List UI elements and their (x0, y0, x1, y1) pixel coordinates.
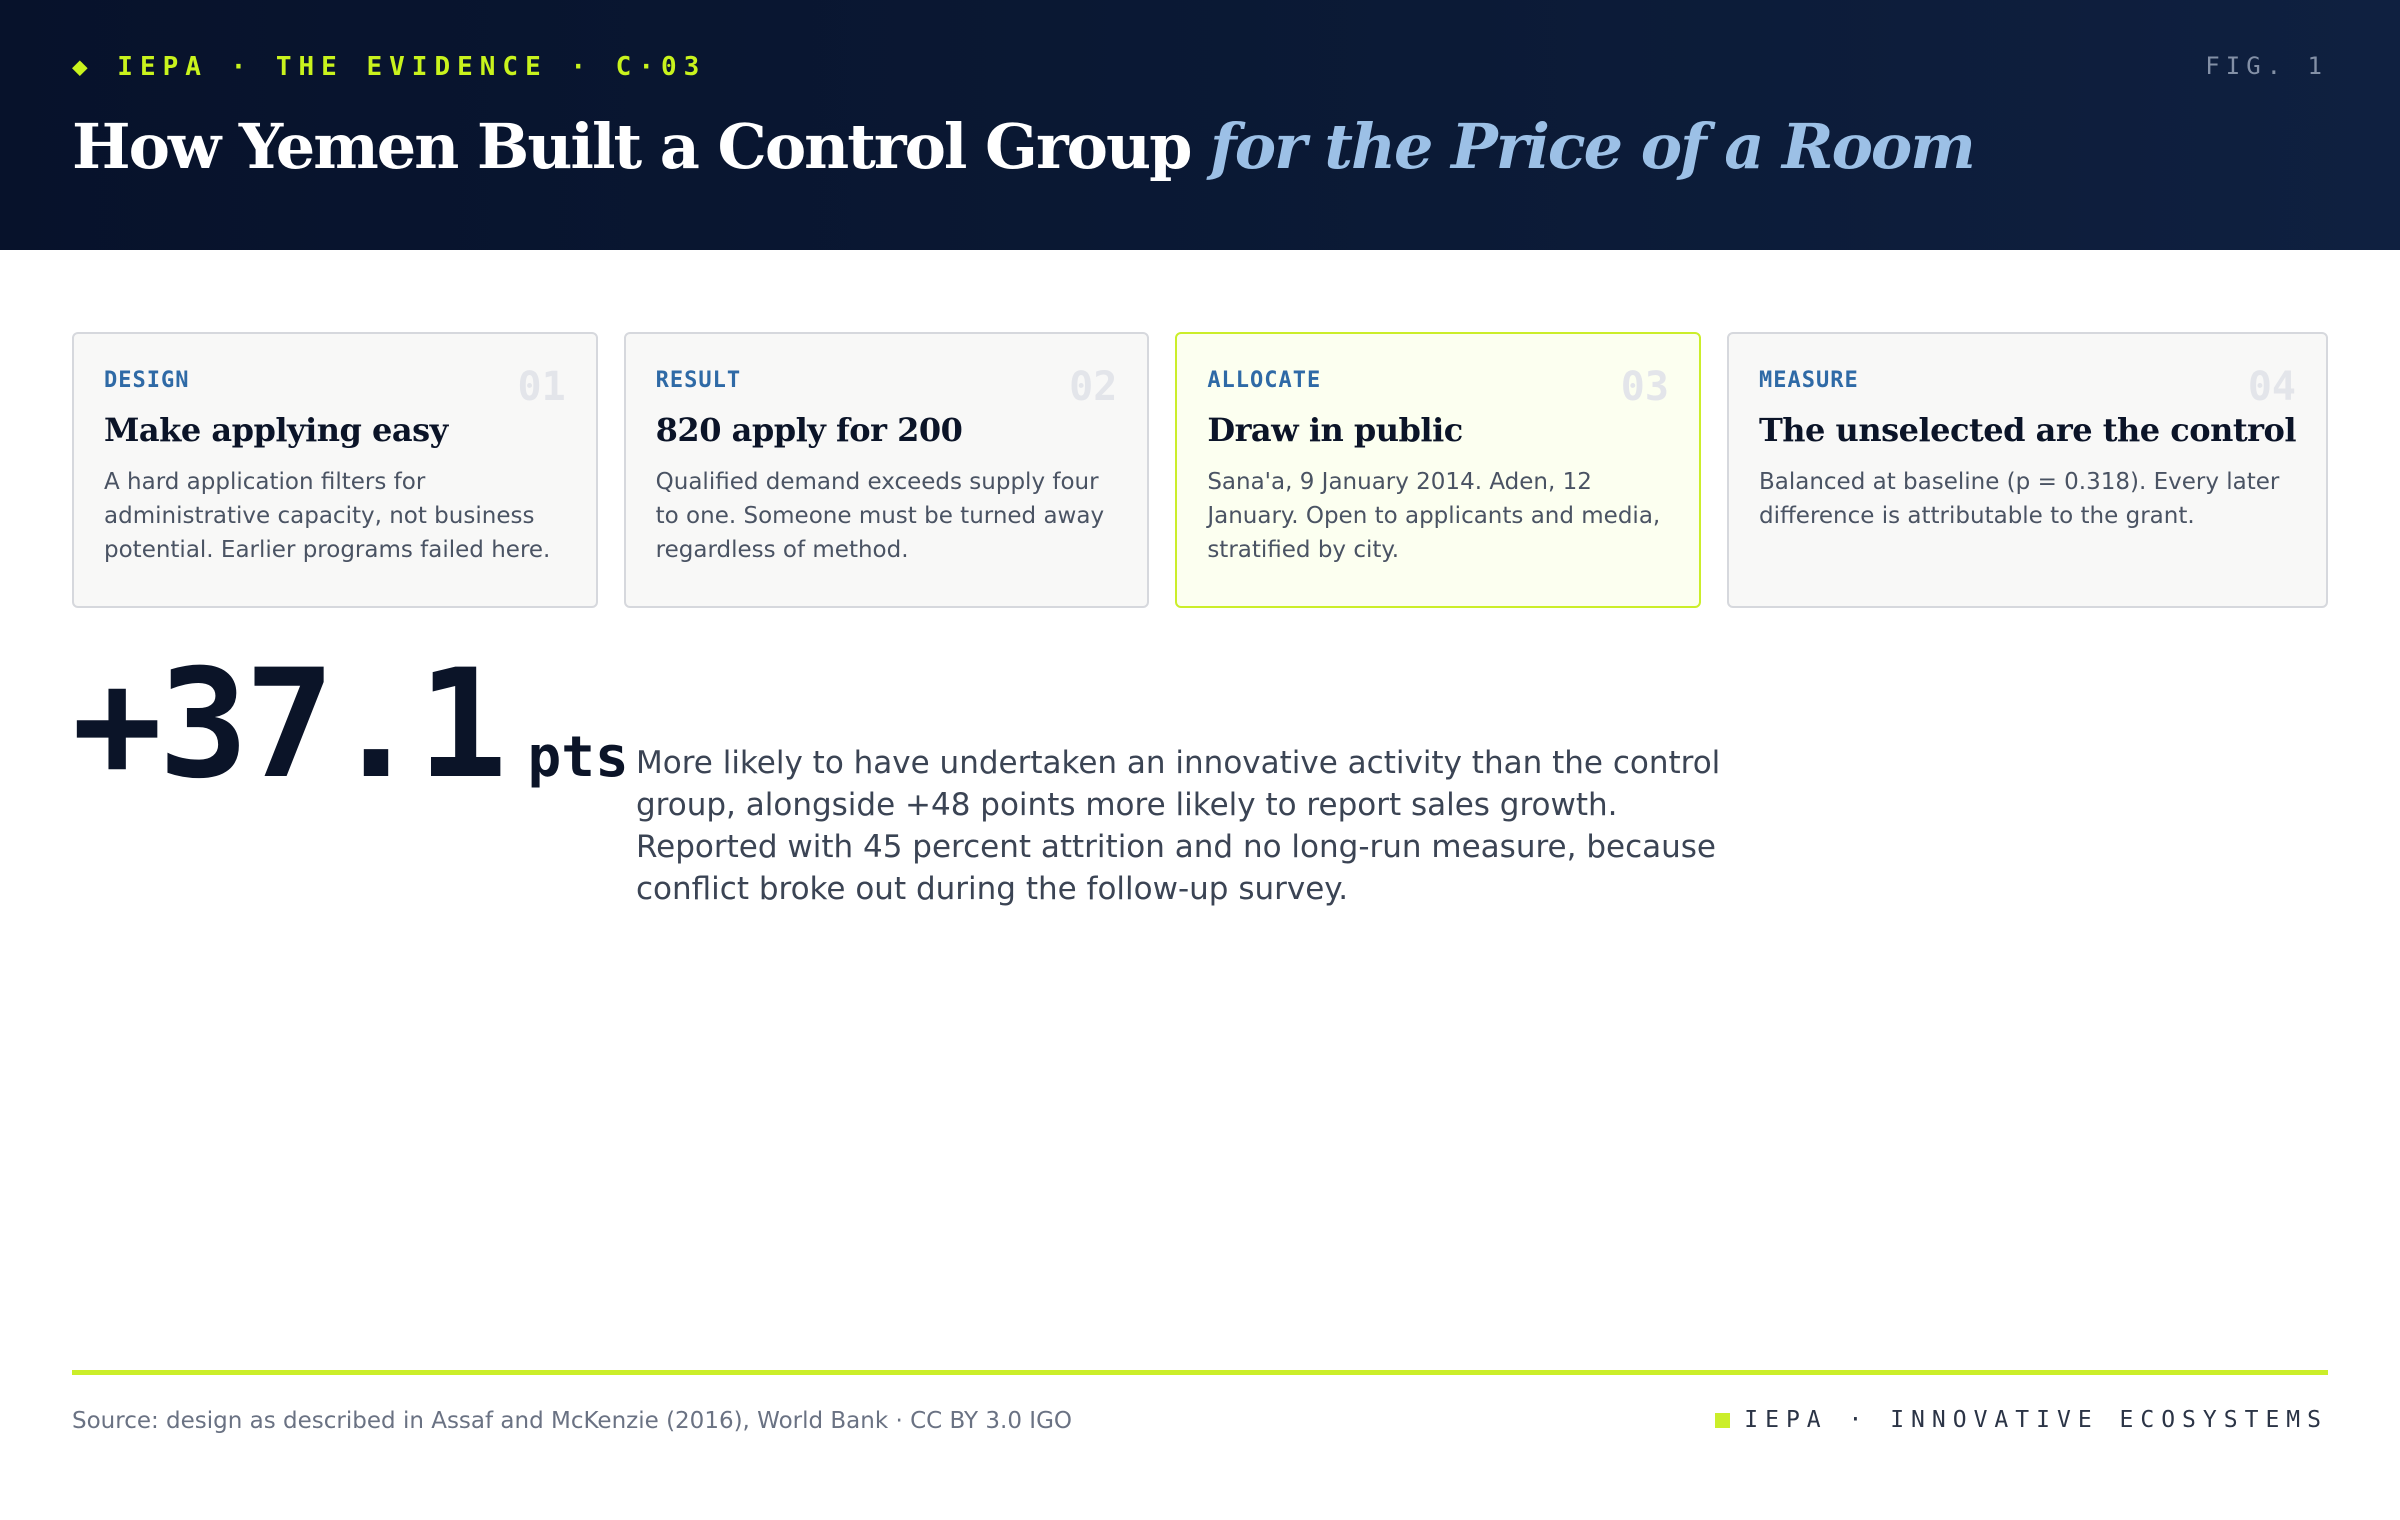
stat-unit: pts (527, 725, 629, 790)
card-kicker: MEASURE (1758, 368, 1859, 393)
card-kicker: ALLOCATE (1207, 368, 1322, 393)
card-result (624, 332, 1150, 608)
title-accent: for the Price of a Room (1210, 110, 1974, 183)
card-title: Make applying easy (104, 411, 448, 449)
card-body: Qualified demand exceeds supply four to one. Someone must be turned away regardless of method. (655, 469, 1105, 563)
card-number: 02 (1069, 364, 1118, 410)
card-number: 04 (2247, 364, 2296, 410)
card-body: Balanced at baseline (p = 0.318). Every later difference is attributable to the grant. (1758, 469, 2280, 529)
header-kicker: ◆ IEPA · THE EVIDENCE · C·03 (72, 52, 707, 82)
card-kicker: DESIGN (104, 368, 190, 393)
headline-stat (72, 638, 629, 812)
card-title: 820 apply for 200 (655, 411, 963, 449)
step-cards (72, 332, 2328, 608)
page-title (72, 110, 1974, 183)
card-body: Sana'a, 9 January 2014. Aden, 12 January. Open to applicants and media, stratified by city. (1207, 469, 1661, 563)
source-note: Source: design as described in Assaf and McKenzie (2016), World Bank · CC BY 3.0 IGO (72, 1408, 1073, 1434)
footer-divider (72, 1370, 2328, 1375)
card-design (72, 332, 598, 608)
title-main: How Yemen Built a Control Group (72, 110, 1191, 183)
header-band (0, 0, 2400, 250)
footer-brand (1715, 1407, 2328, 1433)
card-number: 03 (1620, 364, 1669, 410)
stat-description: More likely to have undertaken an innovative activity than the control group, alongside +48 points more likely to report sales growth. Reported with 45 percent attrition and no long-run measure, because conflict broke out during the follow-up survey. (636, 745, 1721, 907)
card-kicker: RESULT (655, 368, 742, 393)
card-number: 01 (517, 364, 566, 410)
brand-text: IEPA · INNOVATIVE ECOSYSTEMS (1744, 1407, 2328, 1433)
card-measure (1727, 332, 2328, 608)
card-title: Draw in public (1207, 411, 1463, 449)
card-allocate (1175, 332, 1701, 608)
card-title: The unselected are the control (1758, 411, 2296, 449)
brand-square-icon (1715, 1413, 1730, 1428)
stat-value: +37.1 (72, 638, 504, 812)
figure-label: FIG. 1 (2205, 52, 2328, 80)
card-body: A hard application filters for administrative capacity, not business potential. Earlier programs failed here. (104, 469, 551, 563)
